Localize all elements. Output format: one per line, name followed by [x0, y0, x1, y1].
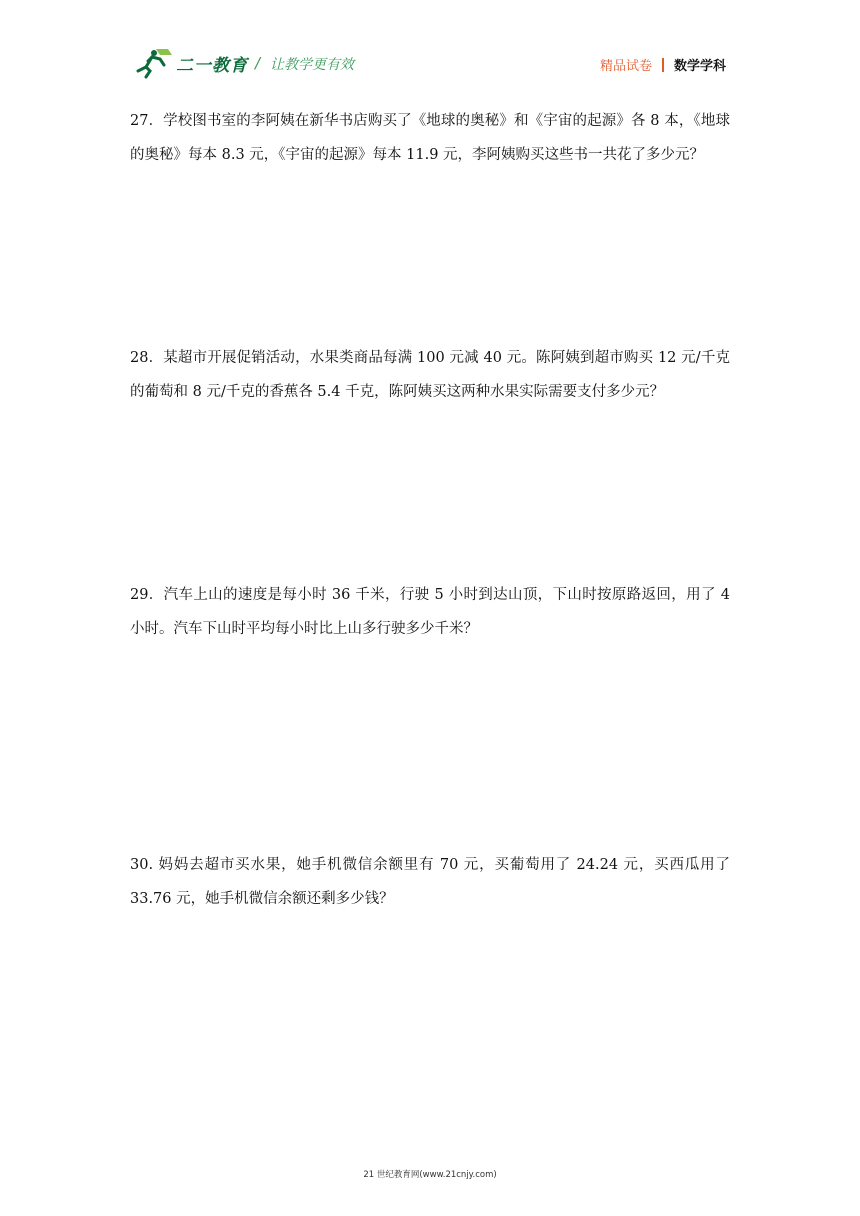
question-text: 28．某超市开展促销活动，水果类商品每满 100 元减 40 元。陈阿姨到超市购买 12 元/千克的葡萄和 8 元/千克的香蕉各 5.4 千克，陈阿姨买这两种水果实际需要支付多少元？ — [130, 350, 730, 400]
running-figure-icon — [134, 47, 174, 79]
question-text: 27．学校图书室的李阿姨在新华书店购买了《地球的奥秘》和《宇宙的起源》各 8 本，《地球的奥秘》每本 8.3 元，《宇宙的起源》每本 11.9 元，李阿姨购买这些书一共花了多少元？ — [130, 113, 730, 163]
question-27 — [130, 104, 730, 172]
slogan-divider: / — [255, 54, 261, 72]
header-divider — [662, 58, 664, 72]
question-30 — [130, 848, 730, 916]
page-header — [0, 0, 860, 90]
question-text: 30. 妈妈去超市买水果，她手机微信余额里有 70 元，买葡萄用了 24.24 元，买西瓜用了 33.76 元，她手机微信余额还剩多少钱？ — [130, 857, 730, 907]
question-text: 29．汽车上山的速度是每小时 36 千米，行驶 5 小时到达山顶，下山时按原路返回，用了 4 小时。汽车下山时平均每小时比上山多行驶多少千米？ — [130, 587, 730, 637]
logo-text: 二一教育 — [176, 55, 248, 76]
question-29 — [130, 578, 730, 646]
slogan: 让教学更有效 — [270, 57, 354, 73]
page-footer: 21 世纪教育网(www.21cnjy.com) — [363, 1170, 497, 1180]
paper-tag: 精品试卷 — [599, 59, 652, 74]
brand-logo — [134, 46, 248, 80]
question-28 — [130, 341, 730, 409]
subject-tag: 数学学科 — [673, 59, 726, 74]
header-tags — [600, 55, 726, 74]
